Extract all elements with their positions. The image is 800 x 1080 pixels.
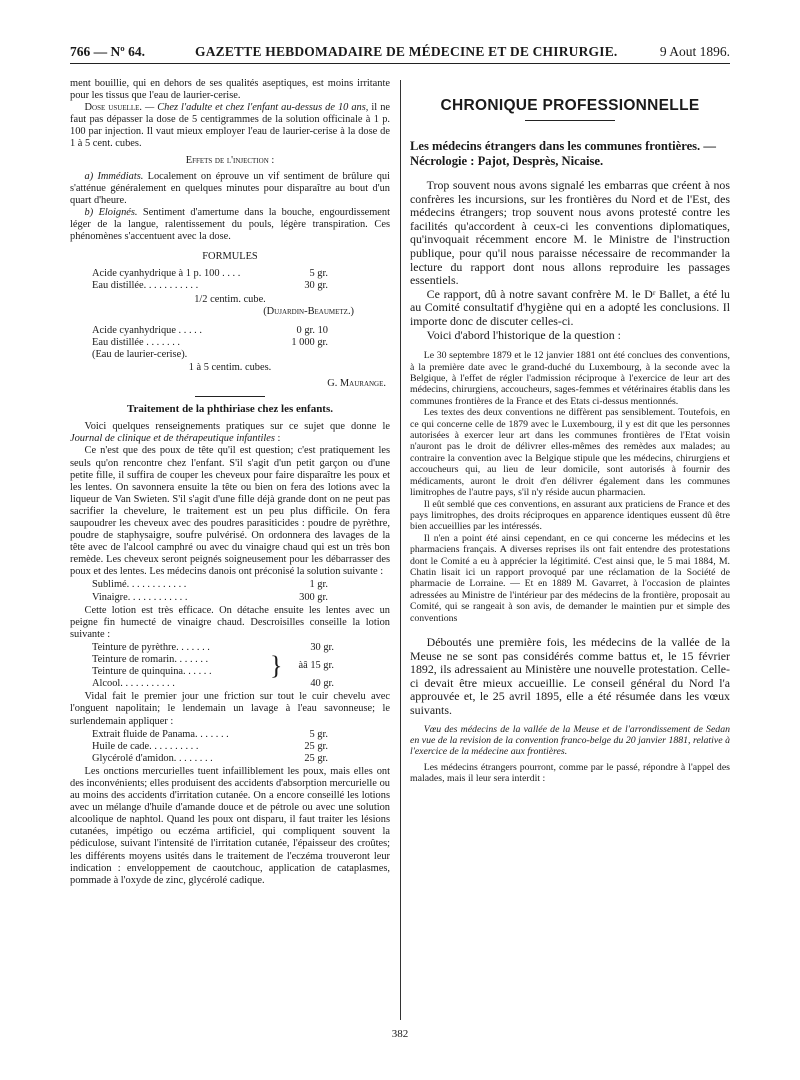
effet-a-text: Localement on éprouve un vif sentiment de brûlure qui s'atténue généralement en quelques minutes pour disparaître au bout d'un quart d'heure. bbox=[70, 170, 391, 206]
brace-value: àâ 15 gr. bbox=[298, 660, 334, 672]
table-row: Huile de cade. . . . . . . . . . 25 gr. bbox=[92, 740, 328, 752]
left-column bbox=[70, 78, 390, 887]
paragraph-effet-a bbox=[70, 171, 390, 207]
effet-a-label: a) Immédiats. bbox=[84, 170, 144, 182]
table-row: Sublimé. . . . . . . . . . . . 1 gr. bbox=[92, 579, 328, 591]
table-row: Teinture de pyrèthre. . . . . . . 30 gr. bbox=[92, 641, 334, 653]
solution-1-table bbox=[92, 579, 328, 603]
dose-label: Dose usuelle. bbox=[84, 102, 142, 114]
table-row: Acide cyanhydrique à 1 p. 100 . . . . 5 gr. bbox=[92, 268, 328, 280]
paragraph-phthiriase-1: Ce n'est que des poux de tête qu'il est question; c'est pratiquement les seuls qu'on rencontre chez l'enfant. S'il s'agit d'un petit garçon ou d'une petite fille, il suffira de couper les cheveux pour faire disparaître les poux et les lentes. On savonnera ensuite la tête ou bien on fera des lotions avec la liqueur de Van Swieten. S'il s'agit d'une fille déjà grande dont on ne peut pas sacrifier la chevelure, le traitement est un peu plus difficile. On fera saupoudrer les cheveux avec des poudres parasiticides : poudre de pyrèthre, poudre de staphysaigre, soufre pulvérisé. On ordonnera des lavages de la tête avec de l'alcool camphré ou avec du vinaigre chaud qui est un très bon remède. Les cheveux seront peignés soigneusement pour les débarrasser des poux et des lentes. Les médecins danois ont préconisé la solution suivante : bbox=[70, 445, 390, 578]
formula-1-source: (Dujardin-Beaumetz.) bbox=[263, 305, 354, 317]
running-header bbox=[70, 40, 730, 66]
header-rule bbox=[70, 63, 730, 64]
table-row: Eau distillée . . . . . . . 1 000 gr. bbox=[92, 336, 328, 348]
formula-1-dose: 1/2 centim. cube. bbox=[194, 293, 266, 305]
dose-text: il ne faut pas dépasser la dose de 5 centigrammes de la solution officinale à 1 p. 100 par injection. Il vaut mieux employer l'eau de laurier-cerise à la dose de 1 à 5 cent. cubes. bbox=[70, 102, 390, 150]
table-row: Alcool. . . . . . . . . . . 40 gr. bbox=[92, 678, 334, 690]
effet-b-label: b) Eloignés. bbox=[84, 206, 138, 218]
effets-heading: Effets de l'injection : bbox=[185, 154, 275, 166]
table-row: Teinture de quinquina. . . . . . bbox=[92, 666, 212, 678]
paragraph-phthiriase-3: Vidal fait le premier jour une friction sur tout le cuir chevelu avec l'onguent napolitain; le lendemain un lavage à l'eau savonneuse; le surlendemain appliquer : bbox=[70, 691, 390, 727]
paragraph-small-3: Il eût semblé que ces conventions, en assurant aux praticiens de France et des pays limitrophes, des droits réciproques en apparence identiques eussent dû être bien accueillies par les intéressés. bbox=[410, 498, 730, 533]
paragraph-effet-b bbox=[70, 207, 390, 243]
footer-page-number: 382 bbox=[391, 1028, 409, 1040]
dose-italic: — Chez l'adulte et chez l'enfant au-dessus de 10 ans, bbox=[145, 102, 369, 114]
table-row: Vinaigre. . . . . . . . . . . . 300 gr. bbox=[92, 591, 328, 603]
brace-glyph: } bbox=[270, 651, 283, 681]
solution-2-table bbox=[92, 642, 334, 690]
paragraph-big-2: Ce rapport, dû à notre savant confrère M. le Dʳ Ballet, a été lu au Comité consultatif d'hygiène qui en a adopté les conclusions. Il importe donc de discuter celles-ci. bbox=[410, 286, 730, 329]
formula-2-dose: 1 à 5 centim. cubes. bbox=[188, 361, 272, 373]
table-row: Glycérolé d'amidon. . . . . . . . 25 gr. bbox=[92, 752, 328, 764]
chronique-rule bbox=[525, 120, 615, 121]
header-date: 9 Aout 1896. bbox=[659, 44, 730, 59]
table-row: Acide cyanhydrique . . . . . 0 gr. 10 bbox=[92, 324, 328, 336]
table-row: Teinture de romarin. . . . . . . } àâ 15 gr. bbox=[92, 651, 334, 681]
voeu-caption: Vœu des médecins de la vallée de la Meuse et de l'arrondissement de Sedan en vue de la revision de la convention franco-belge du 20 janvier 1881, relative à l'exercice de la médecine aux frontières. bbox=[410, 723, 730, 758]
article-title: Les médecins étrangers dans les communes frontières. — Nécrologie : Pajot, Desprès, Nicaise. bbox=[410, 139, 716, 169]
paragraph-phthiriase-intro: Voici quelques renseignements pratiques sur ce sujet que donne le Journal de clinique et de thérapeutique infantiles : bbox=[70, 421, 390, 445]
paragraph-small-2: Les textes des deux conventions ne diffèrent pas sensiblement. Toutefois, en ce qui concerne celle de 1879 avec le Luxembourg, il y est dit que les personnes autorisées à exercer leur art dans les communes frontières de l'Etat voisin n'auront pas le droit de délivrer elles-mêmes des remèdes aux malades; au contraire la convention avec la Belgique stipule que les médecins, chirurgiens et accoucheurs qui, au lieu de leur domicile, sont autorisés à fournir des médicaments, auront le droit d'en délivrer également dans les communes limitrophes de l'autre pays, s'il n'y réside aucun pharmacien. bbox=[410, 407, 730, 499]
effet-b-text: Sentiment d'amertume dans la bouche, engourdissement léger de la langue, ralentissement du pouls, légère transpiration. Ces phénomènes s'accentuent avec la dose. bbox=[70, 206, 391, 243]
paragraph-last: Les médecins étrangers pourront, comme par le passé, répondre à l'appel des malades, mais il leur sera interdit : bbox=[410, 761, 730, 785]
column-divider bbox=[400, 80, 401, 1020]
table-row: Extrait fluide de Panama. . . . . . . 5 gr. bbox=[92, 728, 328, 740]
table-row: Eau distillée. . . . . . . . . . . 30 gr. bbox=[92, 280, 328, 292]
formules-heading: FORMULES bbox=[202, 251, 258, 263]
paragraph-continuation: ment bouillie, qui en dehors de ses qualités aseptiques, est moins irritante pour les tissus que l'eau de laurier-cerise. bbox=[70, 78, 390, 102]
paragraph-big-1: Trop souvent nous avons signalé les embarras que créent à nos confrères les incursions, sur les frontières du Nord et de l'Est, des médecins étrangers; trop souvent nous avons protesté contre les facilités qu'accordent à ceux-ci les conventions diplomatiques, qu'invoquait récemment encore M. le Ministre de l'instruction publique, pour qu'il nous paraisse nécessaire de recommander la lecture du rapport dont nous allons reproduire les passages essentiels. bbox=[410, 178, 730, 288]
paragraph-phthiriase-2: Cette lotion est très efficace. On détache ensuite les lentes avec un peigne fin humecté de vinaigre chaud. Descroisilles conseille la lotion suivante : bbox=[70, 604, 390, 640]
paragraph-dose bbox=[70, 102, 390, 150]
paragraph-big-4: Déboutés une première fois, les médecins de la vallée de la Meuse ne se sont pas considérés comme battus et, le 15 février 1892, ils adressaient au Ministère une nouvelle protestation. Celle-ci devait être mieux accueillie. Le conseil général du Nord l'a approuvée et, le 25 avril 1895, elle a été résumée dans les vœux suivants. bbox=[410, 634, 730, 717]
header-page-number: 766 — Nº 64. bbox=[70, 44, 145, 59]
formula-2-table bbox=[92, 325, 328, 361]
formula-1-table bbox=[92, 268, 328, 292]
paragraph-small-4: Il n'en a point été ainsi cependant, en ce qui concerne les médecins et les pharmaciens français. A diverses reprises ils ont fait entendre des protestations dont le Comité a eu à apprécier la légitimité. C'est ainsi que, le 5 mai 1884, M. Chatin lisait ici un rapport provoqué par une réclamation de la Société de pharmacie de Lorraine. — Et en 1889 M. Gavarret, à l'occasion de plaintes adressées au Ministre de l'intérieur par des médecins de la frontière, proposait au Comité, qui se rangeait à son avis, de demander le maintien pur et simple des conventions bbox=[410, 532, 730, 624]
paragraph-big-3: Voici d'abord l'historique de la question : bbox=[426, 327, 621, 342]
chronique-heading: CHRONIQUE PROFESSIONNELLE bbox=[440, 97, 700, 114]
signature-maurange: G. Maurange. bbox=[327, 378, 386, 390]
section-divider bbox=[195, 396, 265, 397]
solution-3-table bbox=[92, 729, 328, 765]
paragraph-small-1: Le 30 septembre 1879 et le 12 janvier 1881 ont été conclues des conventions, à la première date avec le grand-duché du Luxembourg, à la seconde avec la Belgique, à l'effet de régler l'admission réciproque à l'exercice de leur art des médecins, chirurgiens, accoucheurs, sages-femmes et vétérinaires établis dans les communes frontières de la France et des Etats ci-dessus mentionnés. bbox=[410, 350, 730, 407]
phthiriase-title: Traitement de la phthiriase chez les enfants. bbox=[126, 403, 334, 416]
header-journal-title: GAZETTE HEBDOMADAIRE DE MÉDECINE ET DE CHIRURGIE. bbox=[195, 44, 618, 59]
right-column bbox=[410, 78, 730, 785]
table-row: (Eau de laurier-cerise). bbox=[92, 348, 188, 360]
paragraph-phthiriase-4: Les onctions mercurielles tuent infailliblement les poux, mais elles ont des inconvénients; elles produisent des accidents d'absorption mercurielle ou au moins des accidents d'irritation cutanée. On a encore conseillé les lotions avec un mélange d'huile d'amande douce et de pétrole ou avec une solution alcoolique de naphtol. Quand les poux ont disparu, il faut traiter les lésions cutanées, impétigo ou eczéma artificiel, qui compliquent souvent la pédiculose, suivant l'intensité de l'irritation cutanée, l'épaisseur des croûtes; les différents moyens usités dans le traitement de l'eczéma trouveront leur indication : enveloppement de caoutchouc, application de cataplasmes, pommade à l'oxyde de zinc, glycérolé cadique. bbox=[70, 765, 390, 886]
